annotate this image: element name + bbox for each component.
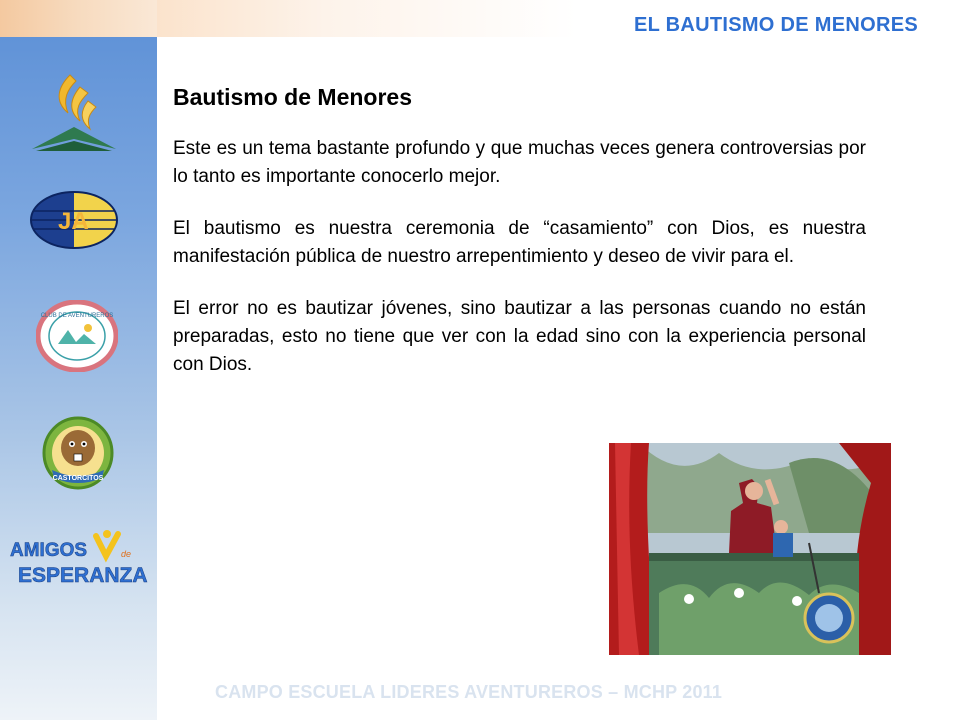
- paragraph-intro: Este es un tema bastante profundo y que muchas veces genera controversias por lo tanto es importante conocerlo mejor.: [173, 138, 866, 187]
- sidebar-top-bar: [0, 0, 157, 37]
- paragraph-error: El error no es bautizar jóvenes, sino bautizar a las personas cuando no están preparadas, esto no tiene que ver con la edad sino con la experiencia personal con Dios.: [173, 298, 866, 375]
- top-gradient-strip: [157, 0, 577, 37]
- paragraph-ceremony: El bautismo es nuestra ceremonia de “casamiento” con Dios, es nuestra manifestación pública de nuestro arrepentimiento y deseo de vivir para el.: [173, 218, 866, 267]
- amigos-text: AMIGOS: [10, 540, 88, 561]
- ja-logo-text: JA: [58, 208, 89, 235]
- castorcitos-text: CASTORCITOS: [52, 475, 104, 482]
- baptism-photo: [609, 443, 891, 655]
- amigos-de-esperanza-logo: [8, 530, 148, 590]
- footer-text: CAMPO ESCUELA LIDERES AVENTUREROS – MCHP 2011: [215, 682, 723, 702]
- adventist-church-logo: [28, 73, 120, 153]
- club-aventureros-text: CLUB DE AVENTUREROS: [40, 313, 114, 319]
- main-content: [173, 84, 866, 403]
- de-text: de: [121, 549, 132, 559]
- esperanza-text: ESPERANZA: [18, 564, 148, 587]
- castorcitos-logo: [42, 416, 114, 490]
- ja-logo: [28, 189, 120, 251]
- content-heading: Bautismo de Menores: [173, 84, 412, 110]
- club-aventureros-logo: [36, 300, 118, 372]
- page-title: EL BAUTISMO DE MENORES: [633, 14, 918, 36]
